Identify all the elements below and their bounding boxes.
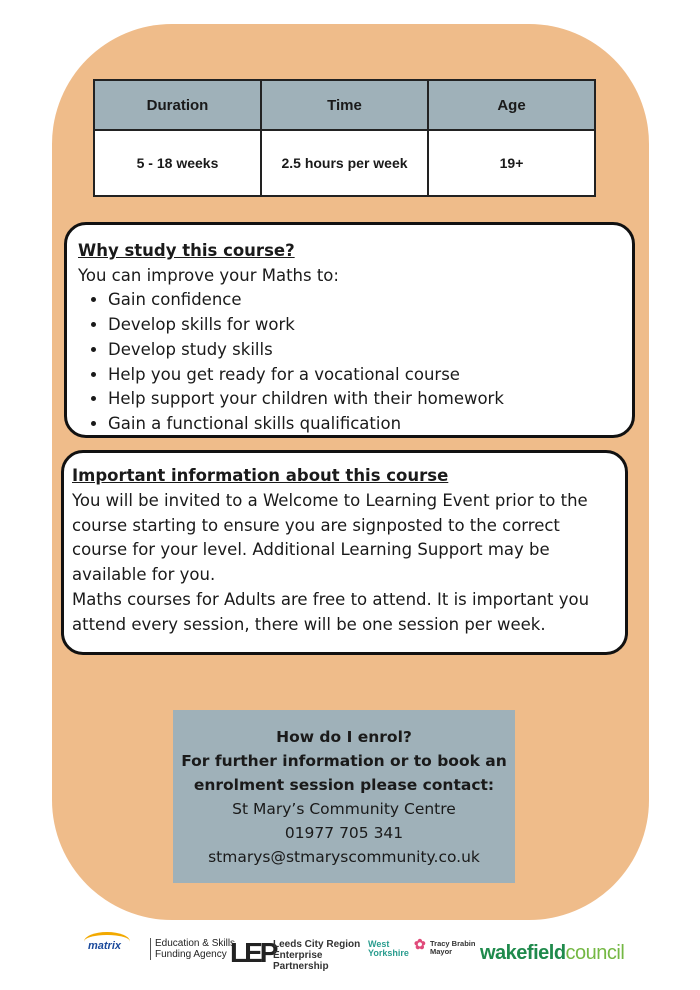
why-study-intro: You can improve your Maths to: xyxy=(78,265,339,285)
important-line: available for you. xyxy=(72,565,216,585)
lep-line: Partnership xyxy=(273,961,329,972)
enrol-contact-box xyxy=(173,710,515,883)
important-line: You will be invited to a Welcome to Learning Event prior to the xyxy=(72,490,588,510)
course-info-table xyxy=(93,79,596,197)
partner-logos xyxy=(0,930,700,978)
header-age: Age xyxy=(428,80,595,130)
header-duration: Duration xyxy=(94,80,261,130)
wy-line: West xyxy=(368,939,390,949)
matrix-arc-icon xyxy=(84,932,130,951)
cell-time: 2.5 hours per week xyxy=(261,130,428,196)
flower-icon: ✿ xyxy=(414,936,426,952)
list-item: • Develop study skills xyxy=(108,338,622,363)
mayor-line: Tracy Brabin xyxy=(430,939,476,948)
why-study-box xyxy=(64,222,635,438)
west-yorkshire-logo xyxy=(368,940,409,958)
important-line: Maths courses for Adults are free to attend. It is important you xyxy=(72,589,590,609)
cell-age: 19+ xyxy=(428,130,595,196)
lep-line: Enterprise xyxy=(273,950,323,961)
cell-duration: 5 - 18 weeks xyxy=(94,130,261,196)
wakefield-council-logo: wakefieldcouncil xyxy=(480,942,625,964)
benefits-list xyxy=(78,288,622,436)
contact-venue: St Mary’s Community Centre xyxy=(232,800,456,818)
contact-email: stmarys@stmaryscommunity.co.uk xyxy=(208,848,480,866)
important-info-box xyxy=(61,450,628,655)
esfa-line: Funding Agency xyxy=(155,949,227,960)
why-study-heading: Why study this course? xyxy=(78,241,295,260)
important-line: attend every session, there will be one session per week. xyxy=(72,614,546,634)
lep-line: Leeds City Region xyxy=(273,939,361,950)
mayor-logo xyxy=(414,936,476,956)
matrix-logo: matrix xyxy=(88,940,121,952)
important-info-heading: Important information about this course xyxy=(72,466,449,485)
list-item: • Gain a functional skills qualification xyxy=(108,412,622,437)
enrol-line: enrolment session please contact: xyxy=(193,776,495,794)
important-line: course for your level. Additional Learning Support may be xyxy=(72,540,550,560)
enrol-line: For further information or to book an xyxy=(181,752,507,770)
esfa-line: Education & Skills xyxy=(155,938,236,949)
important-line: course starting to ensure you are signposted to the correct xyxy=(72,515,560,535)
lep-logo-text xyxy=(273,939,360,972)
list-item: • Help you get ready for a vocational course xyxy=(108,363,622,388)
wy-line: Yorkshire xyxy=(368,948,409,958)
list-item: • Develop skills for work xyxy=(108,313,622,338)
list-item: • Gain confidence xyxy=(108,288,622,313)
enrol-heading: How do I enrol? xyxy=(276,728,412,746)
esfa-logo xyxy=(150,938,235,960)
lep-mark-logo: LEP xyxy=(230,937,276,968)
list-item: • Help support your children with their homework xyxy=(108,387,622,412)
header-time: Time xyxy=(261,80,428,130)
contact-phone: 01977 705 341 xyxy=(284,824,404,842)
mayor-line: Mayor xyxy=(430,947,453,956)
